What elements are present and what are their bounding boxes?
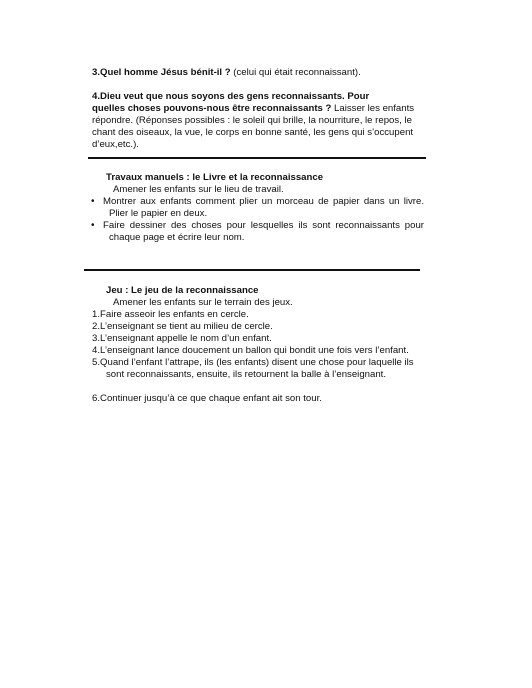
game-step-3-text: L’enseignant appelle le nom d’un enfant.	[100, 333, 272, 344]
crafts-bullet-1: •	[91, 196, 95, 207]
question-4-line-5: d’eux,etc.).	[92, 139, 139, 150]
crafts-item-2-line-1: Faire dessiner des choses pour lesquelles ils sont reconnaissants pour	[103, 220, 424, 231]
question-4-line-4: chant des oiseaux, la vue, le corps en bonne santé, les gens qui s’occupent	[92, 127, 414, 138]
question-3-bold: Quel homme Jésus bénit-il ?	[100, 67, 231, 78]
game-step-6-number: 6.	[92, 393, 101, 404]
question-4-line-3: répondre. (Réponses possibles : le soleil qui brille, la nourriture, le repos, le	[92, 115, 412, 126]
game-step-5-number: 5.	[92, 357, 101, 368]
game-step-3-number: 3.	[92, 333, 101, 344]
question-4-bold-2: quelles choses pouvons-nous être reconnaissants ?	[92, 103, 332, 114]
question-3	[92, 67, 361, 79]
game-step-5-line-2: sont reconnaissants, ensuite, ils retournent la balle à l’enseignant.	[106, 369, 386, 380]
section-divider-1	[88, 157, 426, 159]
game-step-1-text: Faire asseoir les enfants en cercle.	[100, 309, 249, 320]
section-divider-2	[84, 269, 420, 271]
crafts-item-1-line-2: Plier le papier en deux.	[109, 208, 208, 219]
game-step-5	[92, 357, 414, 369]
crafts-title	[106, 172, 323, 184]
game-step-2	[92, 321, 273, 333]
game-step-4	[92, 345, 409, 357]
question-4-line-1	[92, 91, 369, 103]
crafts-item-2-line-2: chaque page et écrire leur nom.	[109, 232, 245, 243]
question-4-bold-1: Dieu veut que nous soyons des gens reconnaissants. Pour	[100, 91, 370, 102]
question-4-rest-2: Laisser les enfants	[331, 103, 415, 114]
crafts-bullet-2: •	[91, 220, 95, 231]
question-3-number: 3.	[92, 67, 101, 78]
question-4-line-2	[92, 103, 414, 115]
game-step-6	[92, 393, 322, 405]
game-intro: Amener les enfants sur le terrain des jeux.	[113, 297, 293, 308]
crafts-item-1-line-1: Montrer aux enfants comment plier un morceau de papier dans un livre.	[103, 196, 424, 207]
game-step-3	[92, 333, 272, 345]
question-3-answer: (celui qui était reconnaissant).	[230, 67, 361, 78]
game-title	[106, 285, 259, 297]
crafts-title-text: Travaux manuels : le Livre et la reconnaissance	[106, 172, 324, 183]
game-step-2-number: 2.	[92, 321, 101, 332]
game-step-5-text: Quand l’enfant l’attrape, ils (les enfants) disent une chose pour laquelle ils	[100, 357, 414, 368]
game-step-4-number: 4.	[92, 345, 101, 356]
game-step-4-text: L’enseignant lance doucement un ballon qui bondit une fois vers l’enfant.	[100, 345, 409, 356]
crafts-intro: Amener les enfants sur le lieu de travail.	[113, 184, 284, 195]
game-step-1	[92, 309, 249, 321]
game-step-6-text: Continuer jusqu’à ce que chaque enfant ait son tour.	[100, 393, 322, 404]
question-4-number: 4.	[92, 91, 101, 102]
game-title-text: Jeu : Le jeu de la reconnaissance	[106, 285, 259, 296]
game-step-1-number: 1.	[92, 309, 101, 320]
game-step-2-text: L’enseignant se tient au milieu de cercle.	[100, 321, 273, 332]
